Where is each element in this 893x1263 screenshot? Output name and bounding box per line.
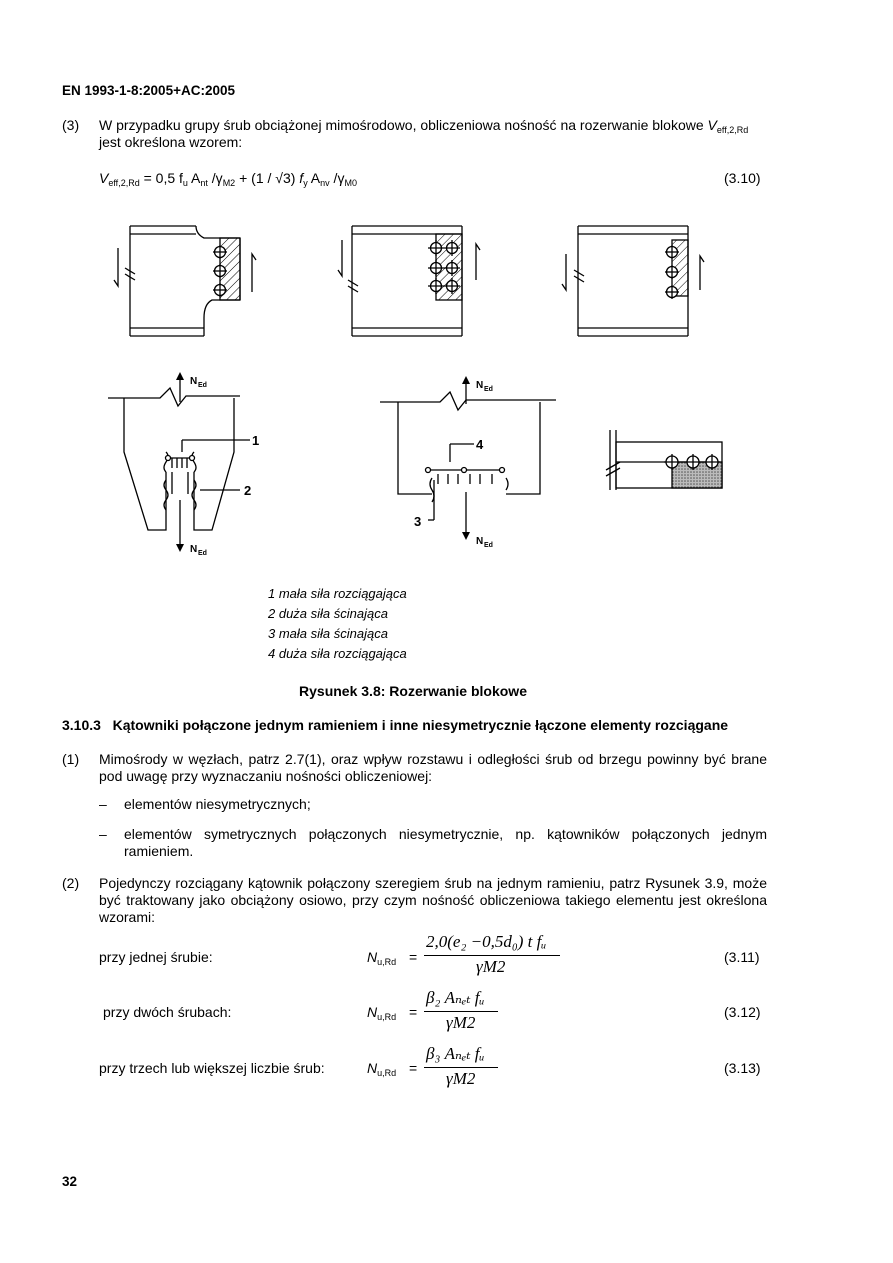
beam-single-row (562, 226, 704, 336)
formula-number: (3.13) (724, 1060, 761, 1076)
n-ed-label: N (190, 376, 198, 387)
equals-sign: = (409, 949, 418, 965)
formula-3-10: $V_{eff,2,Rd} = 0,5$ $f_u$ $A_{nt}$ $/\gamma_{M2} + (1 / √3)$ $f_y$ $A_{nv}$ $/\gamma_{M0}$ (99, 170, 357, 188)
legend-item: 1 mała siła rozciągająca (268, 586, 407, 601)
formula-lhs: $N_{u,Rd}$ (367, 1060, 397, 1078)
callout-2: 2 (244, 483, 252, 498)
block-tearing-figure (0, 0, 893, 580)
formula-denominator: γM2 (446, 1013, 476, 1032)
fraction-bar (424, 955, 560, 956)
bullet-dash: – (99, 796, 107, 812)
beam-double-row (338, 226, 480, 336)
beam-notched-single-row (114, 226, 256, 336)
clause-number: (3) (62, 117, 80, 133)
para1-number: (1) (62, 751, 80, 767)
callout-3: 3 (414, 514, 422, 529)
formula-numerator: β₃ Aₙₑₜ fᵤ (426, 1044, 485, 1063)
v-symbol: V (707, 117, 717, 133)
legend-item: 2 duża siła ścinająca (268, 606, 388, 621)
document-header: EN 1993-1-8:2005+AC:2005 (62, 83, 235, 98)
para2-text: Pojedynczy rozciągany kątownik połączony szeregiem śrub na jednym ramieniu, patrz Rysunek 3.9, może być traktowany jako obciążony osiowo, przy czym nośność obliczeniowa takiego elementu jest określona wzorami: (99, 875, 767, 925)
svg-text:Ed: Ed (198, 382, 207, 389)
formula-numerator: 2,0(e₂ −0,5d₀) t fᵤ (426, 932, 547, 951)
section-number: 3.10.3 (62, 717, 101, 733)
callout-4: 4 (476, 437, 484, 452)
bullet-item: elementów niesymetrycznych; (124, 796, 311, 812)
clause-text-b: jest określona wzorem: (99, 134, 243, 150)
svg-text:N: N (476, 380, 484, 391)
svg-text:N: N (190, 544, 198, 555)
figure-caption: Rysunek 3.8: Rozerwanie blokowe (299, 683, 527, 699)
bullet-dash: – (99, 826, 107, 842)
section-heading (62, 717, 728, 734)
section-title: Kątowniki połączone jednym ramieniem i inne niesymetrycznie łączone elementy rozciągane (112, 717, 729, 733)
svg-text:N: N (476, 536, 484, 547)
bullet-item: elementów symetrycznych połączonych niesymetrycznie, np. kątowników połączonych jednym ramieniem. (124, 826, 767, 859)
angle-plate-right (606, 430, 722, 490)
equals-sign: = (409, 1004, 418, 1020)
legend-item: 3 mała siła ścinająca (268, 626, 388, 641)
formula-numerator: β₂ Aₙₑₜ fᵤ (426, 988, 485, 1007)
formula-denominator: γM2 (446, 1069, 476, 1088)
page-number: 32 (62, 1174, 78, 1189)
tension-member-left (108, 380, 250, 548)
formula-number: (3.12) (724, 1004, 761, 1020)
fraction-bar (424, 1067, 498, 1068)
para2-number: (2) (62, 875, 80, 891)
tension-member-middle (380, 384, 556, 536)
legend-item: 4 duża siła rozciągająca (268, 646, 407, 661)
figure-legend (268, 584, 407, 664)
v-subscript: eff,2,Rd (716, 125, 749, 135)
formula-3-10-number: (3.10) (724, 170, 761, 186)
formula-denominator: γM2 (476, 957, 506, 976)
callout-1: 1 (252, 433, 260, 448)
clause-text-a: W przypadku grupy śrub obciążonej mimośrodowo, obliczeniowa nośność na rozerwanie blokowe (99, 117, 708, 133)
para1-text: Mimośrody w węzłach, patrz 2.7(1), oraz wpływ rozstawu i odległości śrub od brzegu powinny być brane pod uwagę przy wyznaczaniu nośności obliczeniowej: (99, 751, 767, 784)
svg-text:Ed: Ed (484, 542, 493, 549)
formula-lhs: $N_{u,Rd}$ (367, 1004, 397, 1022)
fraction-bar (424, 1011, 498, 1012)
formula-label: przy trzech lub większej liczbie śrub: (99, 1060, 325, 1076)
formula-lhs: $N_{u,Rd}$ (367, 949, 397, 967)
equals-sign: = (409, 1060, 418, 1076)
formula-label: przy dwóch śrubach: (103, 1004, 232, 1020)
svg-text:Ed: Ed (198, 550, 207, 557)
formula-label: przy jednej śrubie: (99, 949, 213, 965)
svg-text:Ed: Ed (484, 386, 493, 393)
formula-number: (3.11) (724, 949, 760, 965)
